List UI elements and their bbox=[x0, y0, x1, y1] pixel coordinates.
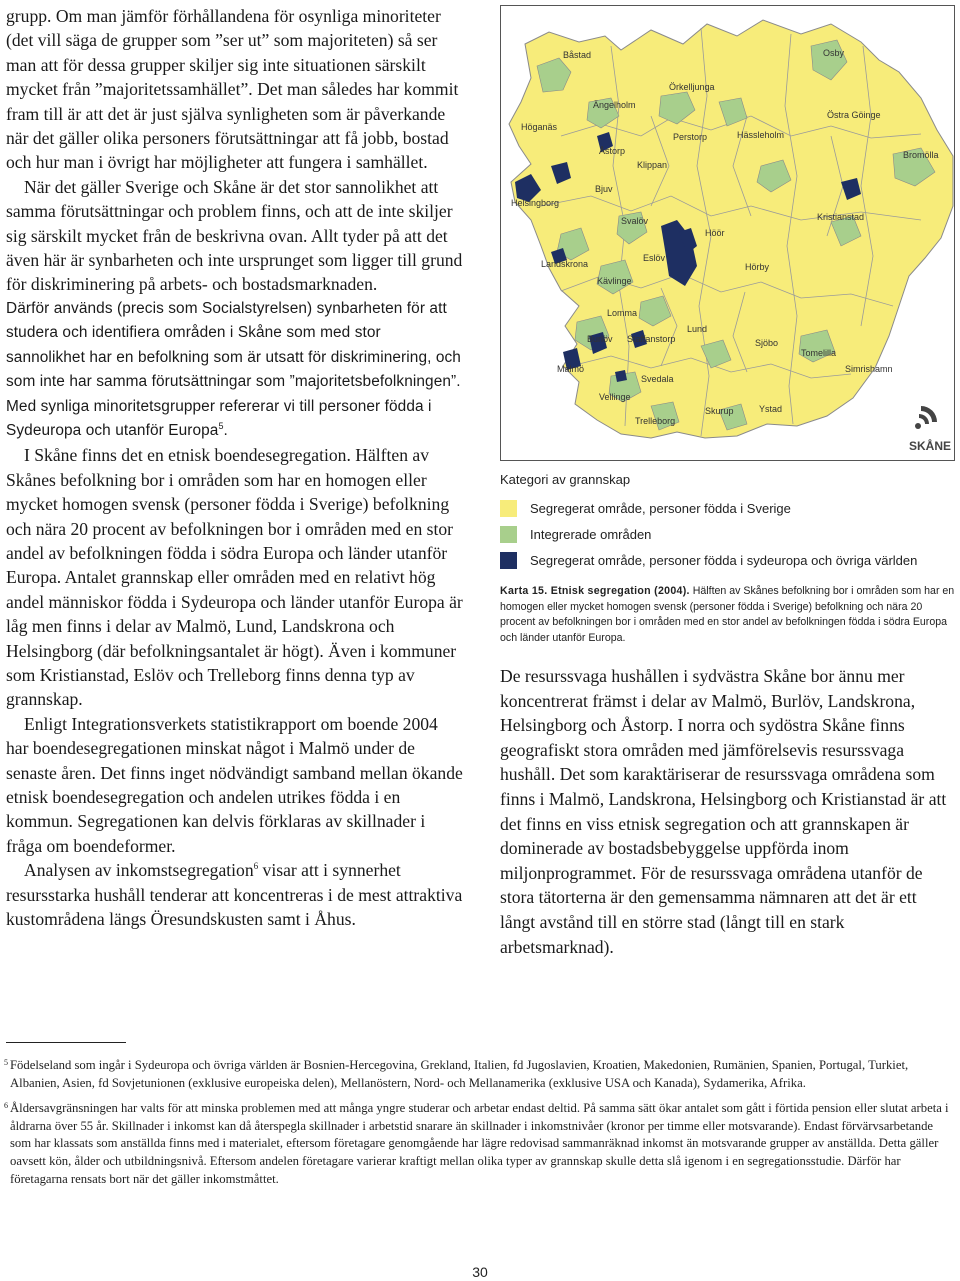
label-staffanstorp: Staffanstorp bbox=[627, 334, 676, 344]
label-bjuv: Bjuv bbox=[595, 184, 613, 194]
legend-label: Segregerat område, personer födda i Sverige bbox=[530, 500, 791, 516]
label-helsingborg: Helsingborg bbox=[511, 198, 560, 208]
footnote-text: Åldersavgränsningen har valts för att minska problemen med att många yngre studerar och arbetar endast deltid. På samma sätt ökar antalet som gått i förtida pension eller slutat arbeta i åldrarna över 55 år. Skillnader i inkomst kan då återspegla skillnader i arbetstid snarare än skillnader i inkomstnivåer (kronor per timme eller motsvarande). Endast förvärvsarbetande som har klassats som anställda finns med i materialet, eftersom företagare genomgående har lägre redovisad sammanräknad inkomst än motsvarande grupper av anställda. Detta gäller oavsett kön, ålder och utbildningsnivå. Eftersom andelen företagare varierar kraftigt mellan olika typer av grannskap skulle detta slå igenom i en segregationsstudie. Därför har företagarna rensats bort när det gäller inkomstmåttet. bbox=[10, 1101, 949, 1186]
label-burlov: Burlöv bbox=[587, 334, 613, 344]
label-astorp: Åstorp bbox=[599, 146, 626, 156]
label-svalov: Svalöv bbox=[621, 216, 649, 226]
label-trelleborg: Trelleborg bbox=[635, 416, 676, 426]
paragraph-resurssvaga: De resurssvaga hushållen i sydvästra Skåne bor ännu mer koncentrerat främst i delar av Malmö, Burlöv, Landskrona, Helsingborg och Åstorp. I norra och sydöstra Skåne finns geografiskt stora områden med jämförelsevis resurssvaga hushåll. Det som karaktäriserar de resurssvaga områdena som finns i Malmö, Landskrona, Helsingborg och Kristianstad är att det finns en viss etnisk segregation och att grannskapen är dominerade av bostadsbebyggelse uppförda inom miljonprogrammet. För de resurssvaga områdena utanför de stora tätorterna är den gemensamma nämnaren att det är ett långt avstånd till en större stad (långt till en stark arbetsmarknad). bbox=[500, 666, 947, 957]
legend-swatch-yellow bbox=[500, 500, 517, 517]
label-ostra-goinge: Östra Göinge bbox=[827, 110, 881, 120]
legend-swatch-green bbox=[500, 526, 517, 543]
paragraph-boendesegregation: I Skåne finns det en etnisk boendesegregation. Hälften av Skånes befolkning bor i områden som har en homogen eller mycket homogen svensk (personer födda i Sverige) befolkning och nära 20 procent av befolkningen bor i områden med en stor andel av befolkningen födda i södra Europa och länder utanför Europa. Antalet grannskap eller områden med en relativt hög andel människor födda i Sydeuropa och länder utanför Europa är låg men finns i delar av Malmö, Lund, Landskrona och Helsingborg (där befolkningsantalet är högt). Även i kommuner som Kristianstad, Eslöv och Trelleborg finns denna typ av grannskap. bbox=[6, 445, 463, 710]
label-bromolla: Bromölla bbox=[903, 150, 939, 160]
paragraph-inkomst-text: Analysen av inkomstsegregation bbox=[24, 860, 254, 881]
paragraph-integrationsverket: Enligt Integrationsverkets statistikrapport om boende 2004 har boendesegregationen minskat något i Malmö under de senaste åren. Det finns inget nödvändigt samband mellan ökande etnisk boendesegregation och andelen utrikes födda i en kommun. Segregationen kan delvis förklaras av skillnader i fråga om boendeformer. bbox=[6, 713, 463, 856]
legend-title: Kategori av grannskap bbox=[500, 472, 631, 487]
label-tomelilla: Tomelilla bbox=[801, 348, 837, 358]
footnote-ref-6[interactable]: 6 bbox=[253, 861, 259, 872]
label-angelholm: Ängelholm bbox=[593, 100, 636, 110]
paragraph-inkomst-end: visar att i synnerhet resursstarka hushåll tenderar att koncentreras i de mest attraktiva kustområdena längs Öresundskusten samt i Åhus. bbox=[6, 860, 463, 930]
paragraph-synbarhet-end: . bbox=[223, 421, 228, 439]
right-text-column bbox=[500, 664, 955, 959]
label-svedala: Svedala bbox=[641, 374, 674, 384]
map-legend bbox=[500, 472, 955, 573]
map-svg bbox=[501, 6, 954, 460]
footnote-mark: 5 bbox=[4, 1058, 8, 1067]
paragraph-synbarhet bbox=[6, 297, 464, 443]
label-eslov: Eslöv bbox=[643, 253, 666, 263]
label-vellinge: Vellinge bbox=[599, 392, 631, 402]
paragraph-intro: grupp. Om man jämför förhållandena för osynliga minoriteter (det vill säga de grupper som ”ser ut” som majoriteten) så ser man att för dessa grupper skiljer sig inte situationen särskilt mycket från ”majoritetssamhället”. Det man således har kommit fram till är att det är just själva synligheten som är påverkande när det gäller olika personers förutsättningar att få jobb, bostad och hur man i övrigt har möjligheter att fungera i samhället. bbox=[6, 6, 459, 173]
paragraph-sverige-skane: När det gäller Sverige och Skåne är det stor sannolikhet att samma förutsättningar och problem finns, och att de inte skiljer sig särskilt mycket från de beskrivna ovan. Allt tyder på att det även här är synbarheten och inte ursprunget som ligger till grund för diskriminering på arbets- och bostadsmarknaden. bbox=[6, 176, 463, 295]
caption-text: Hälften av Skånes befolkning bor i områden som har en homogen eller mycket homogen svensk (personer födda i Sverige) befolkning och nära 20 procent av befolkningen bor i områden med en stor andel av befolkningen födda i södra Europa och länder utanför Europa. bbox=[500, 585, 955, 644]
label-hoganas: Höganäs bbox=[521, 122, 558, 132]
caption-title: Karta 15. Etnisk segregation (2004). bbox=[500, 585, 690, 597]
label-landskrona: Landskrona bbox=[541, 259, 589, 269]
map-land bbox=[509, 20, 953, 438]
label-osby: Osby bbox=[823, 48, 845, 58]
footnote-5 bbox=[6, 1057, 951, 1092]
label-perstorp: Perstorp bbox=[673, 132, 708, 142]
label-malmo: Malmö bbox=[557, 364, 585, 374]
label-bastad: Båstad bbox=[563, 50, 592, 60]
legend-swatch-navy bbox=[500, 552, 517, 569]
footnote-mark: 6 bbox=[4, 1101, 8, 1111]
label-hoor: Höör bbox=[705, 228, 725, 238]
logo-text: SKÅNE bbox=[909, 439, 952, 453]
paragraph-synbarhet-text: Därför används (precis som Socialstyrelsen) synbarheten för att studera och identifiera områden i Skåne som med stor sannolikhet har en befolkning som är utsatt för diskriminering, och som inte har samma förutsättningar som ”majoritetsbefolkningen”. Med synliga minoritetsgrupper refererar vi till personer födda i Sydeuropa och utanför Europa bbox=[6, 299, 461, 439]
left-text-column bbox=[6, 4, 464, 931]
label-orkelljunga: Örkelljunga bbox=[669, 82, 715, 92]
label-simrishamn: Simrishamn bbox=[845, 364, 893, 374]
legend-item-segregated-foreign bbox=[500, 547, 955, 573]
footnote-6 bbox=[6, 1100, 951, 1188]
footnote-divider bbox=[6, 1042, 126, 1043]
label-lund: Lund bbox=[687, 324, 708, 334]
label-kavlinge: Kävlinge bbox=[597, 276, 632, 286]
paragraph-inkomstsegregation bbox=[6, 858, 464, 931]
label-lomma: Lomma bbox=[607, 308, 638, 318]
segregation-map bbox=[500, 5, 955, 461]
label-skurup: Skurup bbox=[705, 406, 734, 416]
legend-item-integrated bbox=[500, 521, 955, 547]
footnote-text: Födelseland som ingår i Sydeuropa och övriga världen är Bosnien-Hercegovina, Grekland, Italien, fd Jugoslavien, Kroatien, Makedonien, Rumänien, Spanien, Portugal, Turkiet, Albanien, Asien, fd Sovjetunionen (exklusive europeiska delen), Mellanöstern, Nord- och Mellanamerika (exklusive USA och Kanada), Sydamerika, Afrika. bbox=[10, 1058, 909, 1090]
label-kristianstad: Kristianstad bbox=[817, 212, 865, 222]
label-klippan: Klippan bbox=[637, 160, 668, 170]
footnote-ref-5[interactable]: 5 bbox=[218, 420, 224, 431]
page-number: 30 bbox=[472, 1264, 488, 1280]
legend-label: Segregerat område, personer födda i sydeuropa och övriga världen bbox=[530, 552, 918, 568]
skane-logo bbox=[909, 406, 951, 453]
legend-item-segregated-sweden bbox=[500, 495, 955, 521]
label-horby: Hörby bbox=[745, 262, 770, 272]
label-hassleholm: Hässleholm bbox=[737, 130, 785, 140]
map-caption bbox=[500, 584, 955, 646]
legend-label: Integrerade områden bbox=[530, 526, 652, 542]
label-ystad: Ystad bbox=[759, 404, 783, 414]
footnotes bbox=[6, 1057, 951, 1196]
label-sjobo: Sjöbo bbox=[755, 338, 779, 348]
